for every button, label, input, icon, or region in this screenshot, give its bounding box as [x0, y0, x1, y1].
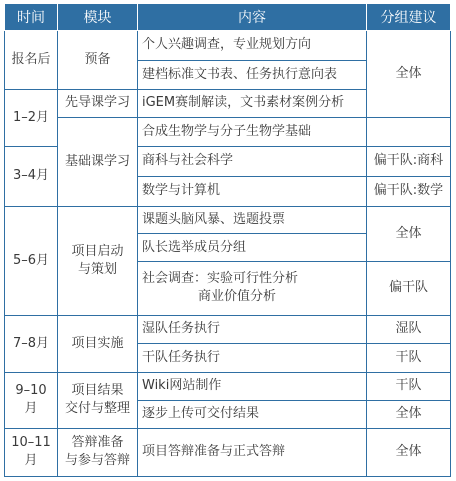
content-cell: 干队任务执行 — [138, 344, 367, 373]
content-cell: 建档标准文书表、任务执行意向表 — [138, 60, 367, 89]
schedule-table-wrapper — [4, 4, 450, 477]
module-cell — [58, 373, 138, 428]
group-cell: 全体 — [367, 206, 451, 261]
module-cell: 预备 — [58, 31, 138, 90]
group-cell: 干队 — [367, 344, 451, 373]
group-cell: 全体 — [367, 428, 451, 476]
module-cell: 基础课学习 — [58, 118, 138, 206]
content-cell: 逐步上传可交付结果 — [138, 400, 367, 428]
module-line-1: 项目结果 — [71, 383, 124, 399]
header-row — [5, 4, 451, 31]
group-cell: 偏干队 — [367, 262, 451, 315]
content-cell — [138, 262, 367, 315]
time-cell: 1–2月 — [5, 89, 58, 147]
group-cell: 偏干队:商科 — [367, 147, 451, 177]
content-cell: Wiki网站制作 — [138, 373, 367, 401]
table-row — [5, 428, 451, 476]
header-time: 时间 — [5, 4, 58, 31]
group-cell: 全体 — [367, 31, 451, 118]
time-cell: 报名后 — [5, 31, 58, 90]
content-cell: 湿队任务执行 — [138, 315, 367, 344]
module-line-1: 答辩准备 — [71, 435, 124, 451]
table-row — [5, 31, 451, 61]
header-content: 内容 — [138, 4, 367, 31]
time-cell: 9–10月 — [5, 373, 58, 428]
schedule-table — [4, 4, 451, 477]
time-cell: 5–6月 — [5, 206, 58, 315]
content-cell: 个人兴趣调查，专业规划方向 — [138, 31, 367, 61]
group-cell: 全体 — [367, 400, 451, 428]
time-cell: 7–8月 — [5, 315, 58, 373]
table-row — [5, 373, 451, 401]
module-cell: 项目实施 — [58, 315, 138, 373]
content-line-1: 社会调查：实验可行性分析 — [142, 271, 299, 287]
table-row — [5, 315, 451, 344]
module-line-2: 交付与整理 — [64, 401, 130, 417]
content-line-2: 商业价值分析 — [198, 289, 277, 305]
module-cell — [58, 206, 138, 315]
group-cell: 偏干队:数学 — [367, 176, 451, 206]
module-cell: 先导课学习 — [58, 89, 138, 118]
header-module: 模块 — [58, 4, 138, 31]
time-cell: 3–4月 — [5, 147, 58, 207]
module-line-2: 与策划 — [77, 261, 117, 277]
table-row — [5, 118, 451, 147]
content-cell: 队长选举成员分组 — [138, 234, 367, 262]
header-group: 分组建议 — [367, 4, 451, 31]
group-cell-empty — [367, 118, 451, 147]
content-cell: 商科与社会科学 — [138, 147, 367, 177]
content-cell: iGEM赛制解读，文书素材案例分析 — [138, 89, 367, 118]
time-cell: 10–11月 — [5, 428, 58, 476]
table-row — [5, 206, 451, 234]
group-cell: 湿队 — [367, 315, 451, 344]
group-cell: 干队 — [367, 373, 451, 401]
content-cell: 课题头脑风暴、选题投票 — [138, 206, 367, 234]
module-cell — [58, 428, 138, 476]
module-line-2: 与参与答辩 — [64, 453, 130, 469]
content-cell: 项目答辩准备与正式答辩 — [138, 428, 367, 476]
content-cell: 合成生物学与分子生物学基础 — [138, 118, 367, 147]
content-cell: 数学与计算机 — [138, 176, 367, 206]
module-line-1: 项目启动 — [71, 243, 124, 259]
